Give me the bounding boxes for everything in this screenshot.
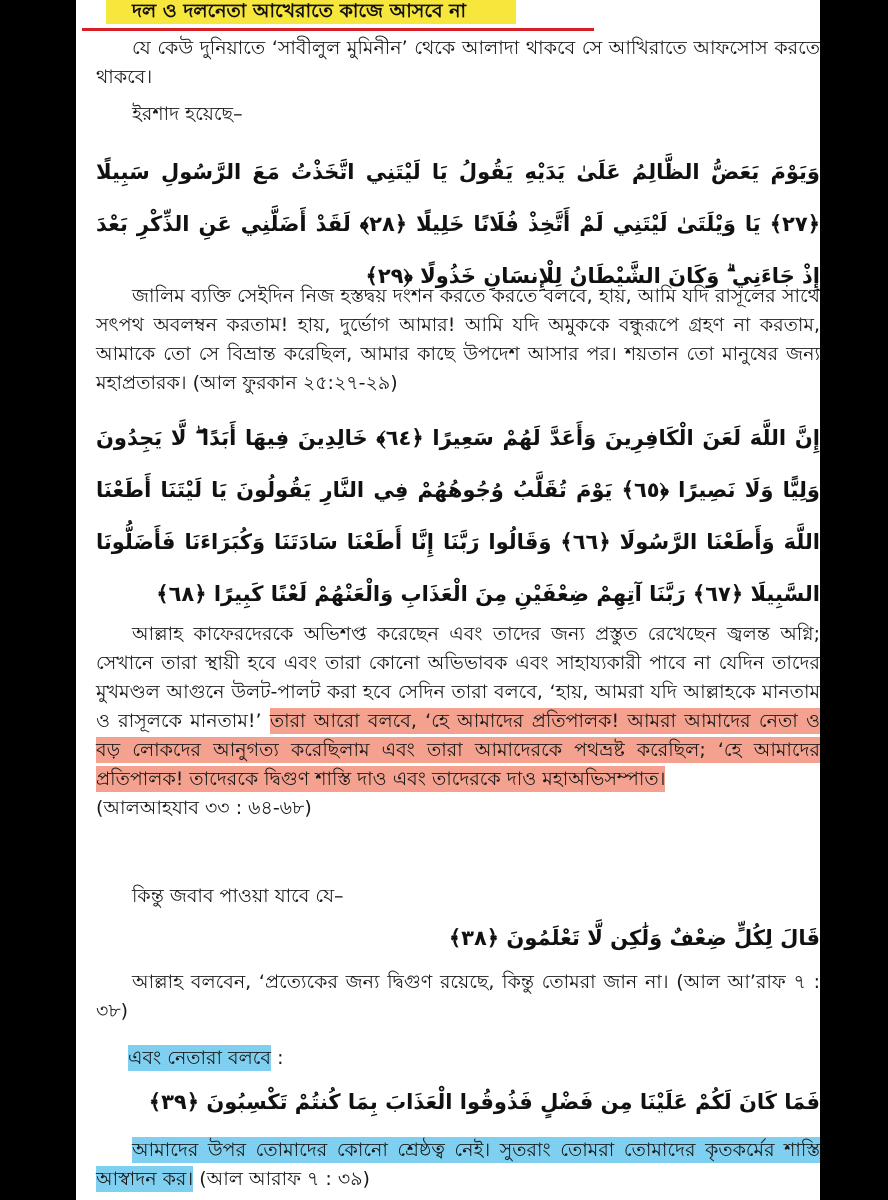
translation-furqan: জালিম ব্যক্তি সেইদিন নিজ হস্তদ্বয় দংশন করতে করতে বলবে, হায়, আমি যদি রাসূলের সাথে সৎপথ অবলম্বন করতাম! হায়, দুর্ভোগ আমার! আমি যদি অমুককে বন্ধুরূপে গ্রহণ না করতাম, আমাকে তো সে বিভ্রান্ত করেছিল, আমার কাছে উপদেশ আসার পর। শয়তান তো মানুষের জন্য মহাপ্রতারক। (আল ফুরকান ২৫:২৭-২৯) (96, 285, 820, 394)
heading: দল ও দলনেতা আখেরাতে কাজে আসবে না (106, 0, 516, 24)
translation-ahzab (96, 620, 820, 823)
label-irshad: ইরশাদ হয়েছে– (132, 103, 243, 125)
arabic-verse-furqan: وَيَوْمَ يَعَضُّ الظَّالِمُ عَلَىٰ يَدَيْهِ يَقُولُ يَا لَيْتَنِي اتَّخَذْتُ مَعَ الرَّسُولِ سَبِيلًا ﴿٢٧﴾ يَا وَيْلَتَىٰ لَيْتَنِي لَمْ أَتَّخِذْ فُلَانًا خَلِيلًا ﴿٢٨﴾ لَقَدْ أَضَلَّنِي عَنِ الذِّكْرِ بَعْدَ إِذْ جَاءَنِي ۗ وَكَانَ الشَّيْطَانُ لِلْإِنسَانِ خَذُولًا ﴿٢٩﴾ (96, 160, 820, 288)
reference-araf-39: (আল আরাফ ৭ : ৩৯) (199, 1168, 370, 1190)
translation-araf-38: আল্লাহ বলবেন, ‘প্রত্যেকের জন্য দ্বিগুণ রয়েছে, কিন্তু তোমরা জান না। (আল আ’রাফ ৭ : ৩৮) (96, 971, 820, 1022)
highlight-leaders-say: এবং নেতারা বলবে (128, 1047, 272, 1069)
label-leaders (128, 1044, 820, 1073)
arabic-verse-ahzab: إِنَّ اللَّهَ لَعَنَ الْكَافِرِينَ وَأَعَدَّ لَهُمْ سَعِيرًا ﴿٦٤﴾ خَالِدِينَ فِيهَا أَبَدًا ۖ لَّا يَجِدُونَ وَلِيًّا وَلَا نَصِيرًا ﴿٦٥﴾ يَوْمَ تُقَلَّبُ وُجُوهُهُمْ فِي النَّارِ يَقُولُونَ يَا لَيْتَنَا أَطَعْنَا اللَّهَ وَأَطَعْنَا الرَّسُولَا ﴿٦٦﴾ وَقَالُوا رَبَّنَا إِنَّا أَطَعْنَا سَادَتَنَا وَكُبَرَاءَنَا فَأَضَلُّونَا السَّبِيلَا ﴿٦٧﴾ رَبَّنَا آتِهِمْ ضِعْفَيْنِ مِنَ الْعَذَابِ وَالْعَنْهُمْ لَعْنًا كَبِيرًا ﴿٦٨﴾ (96, 426, 820, 606)
arabic-verse-araf-38: قَالَ لِكُلٍّ ضِعْفٌ وَلَٰكِن لَّا تَعْلَمُونَ ﴿٣٨﴾ (448, 926, 820, 950)
highlight-no-superiority: আমাদের উপর তোমাদের কোনো শ্রেষ্ঠত্ব নেই। সুতরাং তোমরা তোমাদের কৃতকর্মের শাস্তি আস্বাদন কর। (96, 1139, 820, 1190)
translation-araf-39 (96, 1136, 820, 1194)
document-page (76, 0, 820, 1200)
translation-ahzab-plain: আল্লাহ কাফেরদেরকে অভিশপ্ত করেছেন এবং তাদের জন্য প্রস্তুত রেখেছেন জ্বলন্ত অগ্নি; সেখানে তারা স্থায়ী হবে এবং তারা কোনো অভিভাবক এবং সাহায্যকারী পাবে না যেদিন তাদের মুখমণ্ডল আগুনে উলট-পালট করা হবে সেদিন তারা বলবে, ‘হায়, আমরা যদি আল্লাহকে মানতাম ও রাসূলকে মানতাম!’ (96, 623, 820, 732)
label-leaders-colon: : (277, 1047, 284, 1069)
intro-paragraph: যে কেউ দুনিয়াতে ‘সাবীলুল মুমিনীন’ থেকে আলাদা থাকবে সে আখিরাতে আফসোস করতে থাকবে। (96, 37, 820, 88)
heading-underline (82, 28, 594, 31)
highlight-leaders-obeyed: তারা আরো বলবে, ‘হে আমাদের প্রতিপালক! আমরা আমাদের নেতা ও বড় লোকদের আনুগত্য করেছিলাম এবং তারা আমাদেরকে পথভ্রষ্ট করেছিল; ‘হে আমাদের প্রতিপালক! তাদেরকে দ্বিগুণ শাস্তি দাও এবং তাদেরকে দাও মহাঅভিসম্পাত। (96, 710, 820, 790)
label-answer: কিন্তু জবাব পাওয়া যাবে যে– (132, 885, 344, 907)
reference-ahzab: (আলআহযাব ৩৩ : ৬৪-৬৮) (96, 797, 312, 819)
arabic-verse-araf-39: فَمَا كَانَ لَكُمْ عَلَيْنَا مِن فَضْلٍ فَذُوقُوا الْعَذَابَ بِمَا كُنتُمْ تَكْسِبُونَ ﴿٣٩﴾ (148, 1090, 820, 1114)
